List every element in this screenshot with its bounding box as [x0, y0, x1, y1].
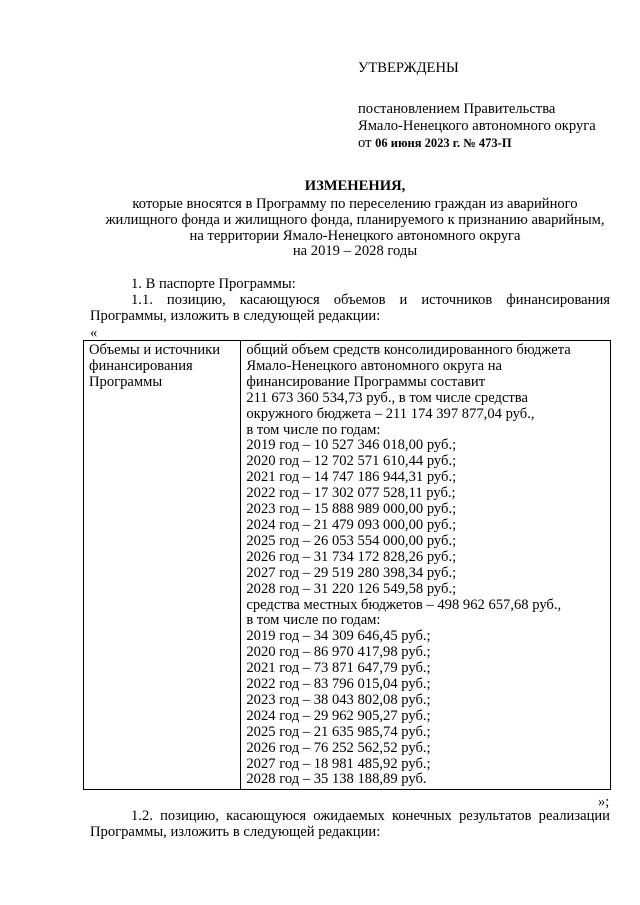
- value-line: 2022 год – 17 302 077 528,11 руб.;: [246, 485, 456, 502]
- value-line: 2026 год – 76 252 562,52 руб.;: [246, 739, 431, 756]
- table-cell-value: [241, 341, 611, 790]
- title-line-4: на 2019 – 2028 годы: [292, 243, 418, 260]
- table-cell-label: [84, 341, 241, 790]
- value-line: 2027 год – 29 519 280 398,34 руб.;: [246, 564, 457, 581]
- value-line: окружного бюджета – 211 174 397 877,04 руб.,: [246, 405, 535, 422]
- value-line: Ямало-Ненецкого автономного округа на: [246, 357, 503, 374]
- value-line: 2028 год – 35 138 188,89 руб.: [246, 771, 427, 788]
- section-1-1-line-2: Программы, изложить в следующей редакции:: [90, 308, 381, 324]
- section-1-2: [90, 808, 610, 840]
- section-1-2-line-2: Программы, изложить в следующей редакции:: [90, 824, 381, 840]
- value-line: 2028 год – 31 220 126 549,58 руб.;: [246, 580, 457, 597]
- approval-date-number: 06 июня 2023 г. № 473-П: [375, 136, 512, 150]
- approval-block: [358, 60, 628, 152]
- section-1: [90, 276, 610, 324]
- value-line: 2020 год – 86 970 417,98 руб.;: [246, 644, 431, 661]
- value-line: 2026 год – 31 734 172 828,26 руб.;: [246, 548, 457, 565]
- section-1-2-line-1: 1.2. позицию, касающуюся ожидаемых конечных результатов реализации: [131, 808, 610, 824]
- label-line: Программы: [89, 373, 163, 390]
- quote-close: »;: [598, 794, 610, 810]
- financing-table: [83, 340, 611, 790]
- value-line: 2021 год – 14 747 186 944,31 руб.;: [246, 469, 457, 486]
- approval-from-label: от: [358, 135, 372, 151]
- value-line: финансирование Программы составит: [246, 373, 486, 390]
- label-line: финансирования: [89, 357, 193, 374]
- title-line-3: на территории Ямало-Ненецкого автономного округа: [189, 227, 521, 244]
- value-line: 2025 год – 26 053 554 000,00 руб.;: [246, 532, 457, 549]
- value-line: 211 673 360 534,73 руб., в том числе средства: [246, 389, 528, 406]
- value-line: 2024 год – 21 479 093 000,00 руб.;: [246, 516, 457, 533]
- value-line: 2022 год – 83 796 015,04 руб.;: [246, 676, 431, 693]
- value-line: 2019 год – 34 309 646,45 руб.;: [246, 628, 431, 645]
- value-line: 2027 год – 18 981 485,92 руб.;: [246, 755, 431, 772]
- quote-open: «: [90, 325, 98, 341]
- value-line: 2024 год – 29 962 905,27 руб.;: [246, 707, 431, 724]
- value-line: 2019 год – 10 527 346 018,00 руб.;: [246, 437, 457, 454]
- approval-heading: УТВЕРЖДЕНЫ: [358, 60, 459, 76]
- approval-line-2: Ямало-Ненецкого автономного округа: [358, 118, 596, 134]
- value-line: 2023 год – 15 888 989 000,00 руб.;: [246, 501, 457, 518]
- value-line: в том числе по годам:: [246, 421, 381, 438]
- section-1-1-line-1: 1.1. позицию, касающуюся объемов и источников финансирования: [131, 292, 610, 308]
- title-line-1: которые вносятся в Программу по переселению граждан из аварийного: [132, 196, 578, 212]
- value-line: 2020 год – 12 702 571 610,44 руб.;: [246, 453, 457, 470]
- title-heading: ИЗМЕНЕНИЯ,: [304, 178, 406, 194]
- value-line: общий объем средств консолидированного бюджета: [246, 342, 571, 358]
- document-title: [80, 178, 630, 260]
- value-line: 2025 год – 21 635 985,74 руб.;: [246, 723, 431, 740]
- label-line: Объемы и источники: [89, 342, 221, 358]
- section-1-heading: 1. В паспорте Программы:: [131, 276, 296, 292]
- value-line: 2021 год – 73 871 647,79 руб.;: [246, 660, 431, 677]
- title-line-2: жилищного фонда и жилищного фонда, планируемого к признанию аварийным,: [105, 211, 605, 228]
- approval-line-1: постановлением Правительства: [358, 101, 556, 117]
- table-row: [84, 341, 611, 790]
- value-line: средства местных бюджетов – 498 962 657,68 руб.,: [246, 596, 562, 613]
- value-line: 2023 год – 38 043 802,08 руб.;: [246, 691, 431, 708]
- value-line: в том числе по годам:: [246, 612, 381, 629]
- approval-date-line: [358, 135, 628, 152]
